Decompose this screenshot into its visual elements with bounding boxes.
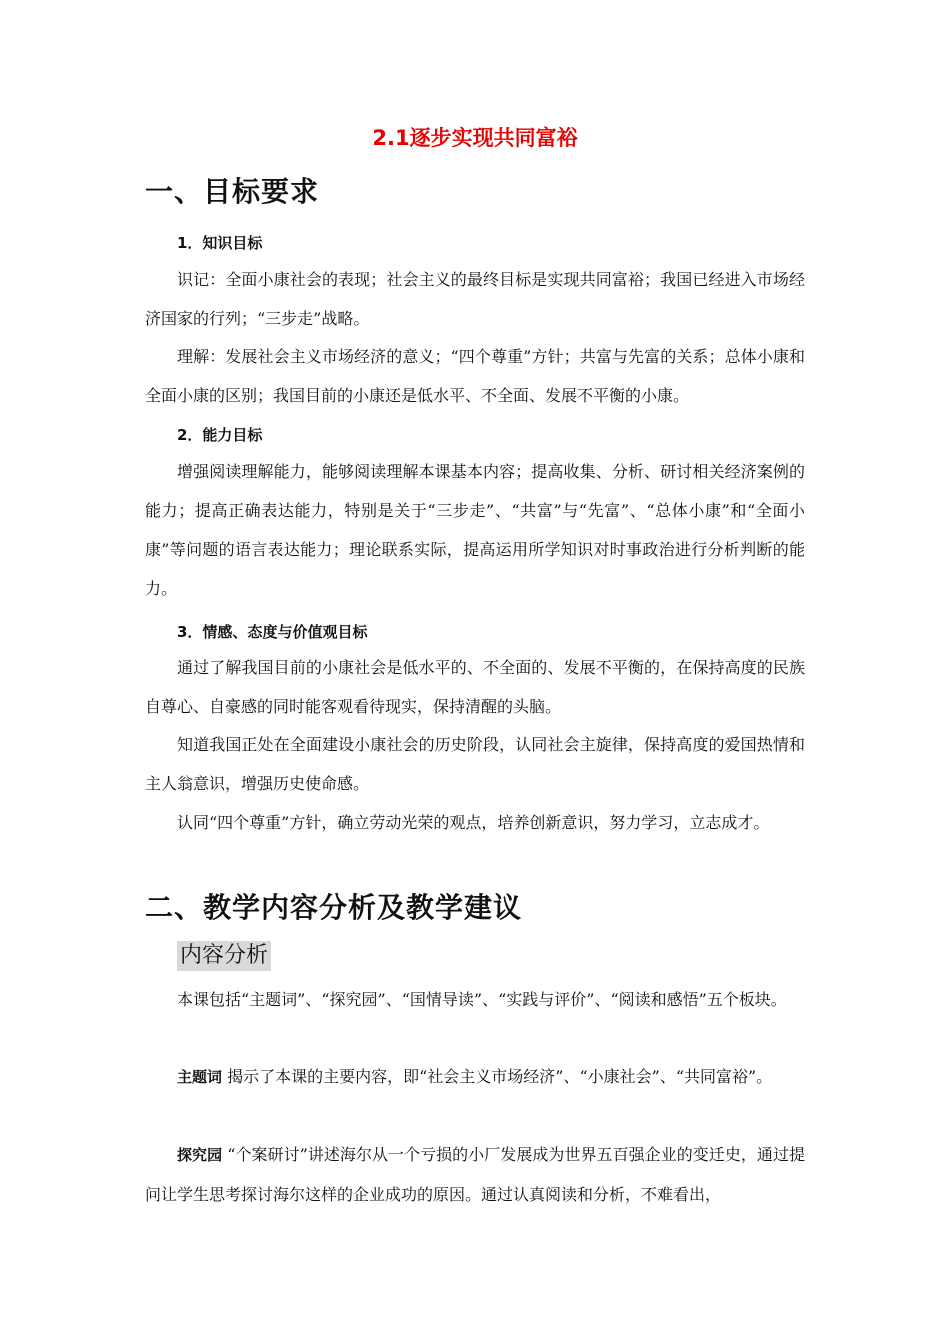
paragraph-explore-garden [145,1135,805,1214]
text-explore-garden: “个案研讨”讲述海尔从一个亏损的小厂发展成为世界五百强企业的变迁史，通过提问让学生思考探讨海尔这样的企业成功的原因。通过认真阅读和分析，不难看出， [145,1145,805,1204]
paragraph-knowledge-recall: 识记：全面小康社会的表现；社会主义的最终目标是实现共同富裕；我国已经进入市场经济国家的行列；“三步走”战略。 [145,270,805,328]
paragraph-emotion-2: 知道我国正处在全面建设小康社会的历史阶段，认同社会主旋律，保持高度的爱国热情和主人翁意识，增强历史使命感。 [145,735,805,793]
section-heading-goals: 一、目标要求 [145,175,320,208]
paragraph-content-overview: 本课包括“主题词”、“探究园”、“国情导读”、“实践与评价”、“阅读和感悟”五个板块。 [177,990,787,1009]
paragraph-ability: 增强阅读理解能力，能够阅读理解本课基本内容；提高收集、分析、研讨相关经济案例的能力；提高正确表达能力，特别是关于“三步走”、“共富”与“先富”、“总体小康”和“全面小康”等问题的语言表达能力；理论联系实际，提高运用所学知识对时事政治进行分析判断的能力。 [145,462,805,598]
text-theme-words: 揭示了本课的主要内容，即“社会主义市场经济”、“小康社会”、“共同富裕”。 [222,1067,773,1086]
document-title: 2.1逐步实现共同富裕 [372,126,578,150]
subheading-emotion: 3．情感、态度与价值观目标 [177,623,368,641]
subheading-ability: 2．能力目标 [177,426,263,444]
paragraph-emotion-1: 通过了解我国目前的小康社会是低水平的、不全面的、发展不平衡的，在保持高度的民族自尊心、自豪感的同时能客观看待现实，保持清醒的头脑。 [145,658,805,716]
section-heading-teaching: 二、教学内容分析及教学建议 [145,891,523,924]
paragraph-theme-words [145,1057,805,1097]
paragraph-knowledge-understand: 理解：发展社会主义市场经济的意义；“四个尊重”方针；共富与先富的关系；总体小康和全面小康的区别；我国目前的小康还是低水平、不全面、发展不平衡的小康。 [145,347,805,405]
subheading-knowledge: 1．知识目标 [177,234,263,252]
paragraph-emotion-3: 认同“四个尊重”方针，确立劳动光荣的观点，培养创新意识，努力学习，立志成才。 [177,813,770,832]
subheading-content-analysis: 内容分析 [177,941,271,971]
label-explore-garden: 探究园 [177,1146,223,1164]
label-theme-words: 主题词 [177,1068,223,1086]
